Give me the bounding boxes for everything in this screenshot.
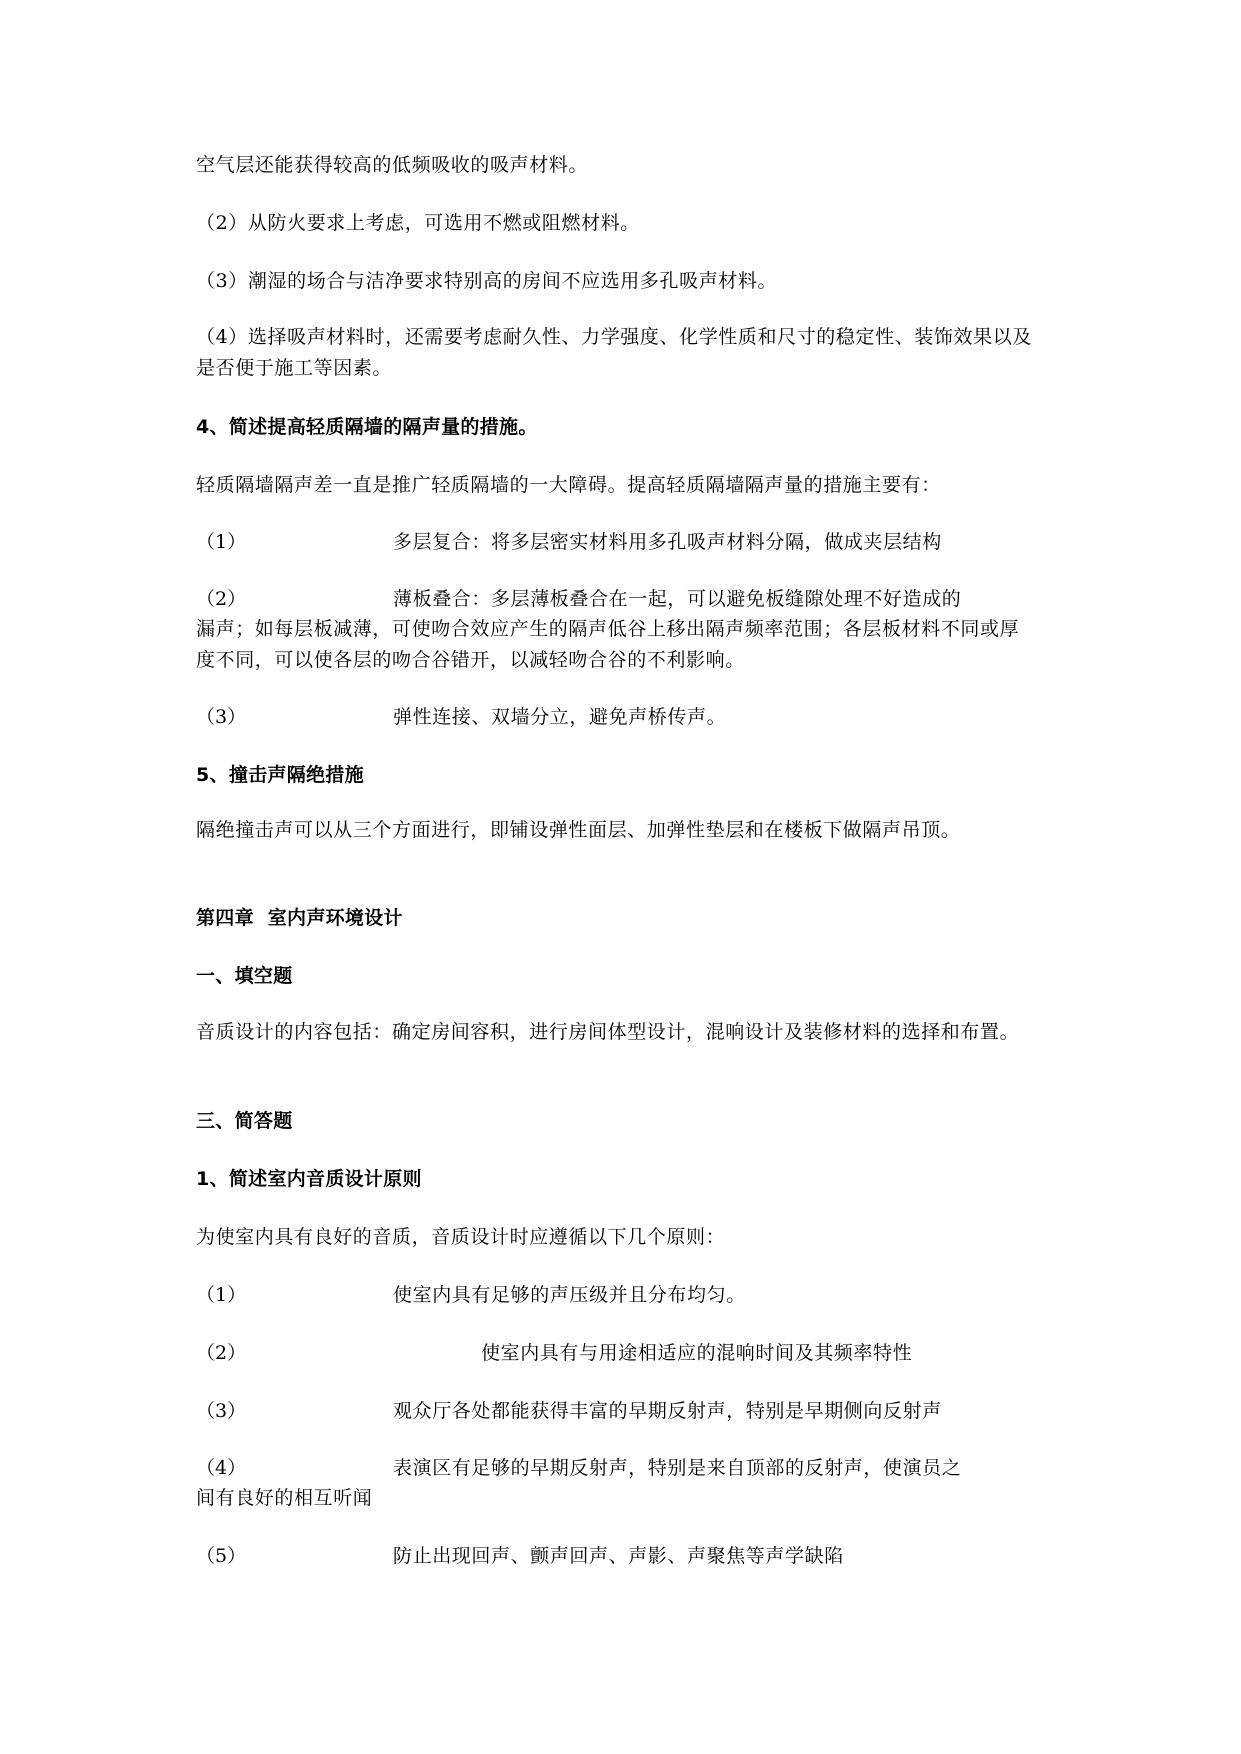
list-number: （1） bbox=[196, 1284, 247, 1306]
list-item-text: 弹性连接、双墙分立，避免声桥传声。 bbox=[393, 706, 727, 728]
list-number: （5） bbox=[196, 1545, 247, 1567]
chapter-heading: 第四章 室内声环境设计 bbox=[196, 907, 403, 929]
list-number: （2） bbox=[196, 588, 247, 610]
list-item-text: 使室内具有与用途相适应的混响时间及其频率特性 bbox=[481, 1342, 913, 1364]
list-number: （1） bbox=[196, 531, 247, 553]
list-item-humid: （3）潮湿的场合与洁净要求特别高的房间不应选用多孔吸声材料。 bbox=[196, 270, 778, 292]
paragraph-acoustic-design: 音质设计的内容包括：确定房间容积，进行房间体型设计，混响设计及装修材料的选择和布置。 bbox=[196, 1021, 1020, 1043]
question-heading-5: 5、撞击声隔绝措施 bbox=[196, 764, 364, 786]
list-item-text: 多层复合：将多层密实材料用多孔吸声材料分隔，做成夹层结构 bbox=[393, 531, 942, 553]
list-item-text: 薄板叠合：多层薄板叠合在一起，可以避免板缝隙处理不好造成的 bbox=[393, 588, 962, 610]
list-number: （4） bbox=[196, 1457, 247, 1479]
list-item-durability: （4）选择吸声材料时，还需要考虑耐久性、力学强度、化学性质和尺寸的稳定性、装饰效果以及是否便于施工等因素。 bbox=[196, 326, 1032, 379]
section-heading-short-answer: 三、简答题 bbox=[196, 1110, 293, 1132]
list-item-continuation: 漏声；如每层板减薄，可使吻合效应产生的隔声低谷上移出隔声频率范围；各层板材料不同或厚度不同，可以使各层的吻合谷错开，以减轻吻合谷的不利影响。 bbox=[196, 618, 1020, 671]
list-number: （2） bbox=[196, 1342, 247, 1364]
paragraph-partition-intro: 轻质隔墙隔声差一直是推广轻质隔墙的一大障碍。提高轻质隔墙隔声量的措施主要有： bbox=[196, 474, 941, 496]
paragraph-principles-intro: 为使室内具有良好的音质，音质设计时应遵循以下几个原则： bbox=[196, 1226, 726, 1248]
list-item-text: 防止出现回声、颤声回声、声影、声聚焦等声学缺陷 bbox=[393, 1545, 844, 1567]
list-item-text: 表演区有足够的早期反射声，特别是来自顶部的反射声，使演员之 bbox=[393, 1457, 962, 1479]
list-number: （3） bbox=[196, 1400, 247, 1422]
list-item-text: 使室内具有足够的声压级并且分布均匀。 bbox=[393, 1284, 746, 1306]
list-item-continuation: 间有良好的相互听闻 bbox=[196, 1487, 373, 1509]
paragraph-impact-sound: 隔绝撞击声可以从三个方面进行，即铺设弹性面层、加弹性垫层和在楼板下做隔声吊顶。 bbox=[196, 819, 961, 841]
question-heading-1: 1、简述室内音质设计原则 bbox=[196, 1168, 422, 1190]
question-heading-4: 4、简述提高轻质隔墙的隔声量的措施。 bbox=[196, 416, 538, 438]
list-number: （3） bbox=[196, 706, 247, 728]
paragraph-continuation: 空气层还能获得较高的低频吸收的吸声材料。 bbox=[196, 154, 589, 176]
section-heading-fill-blank: 一、填空题 bbox=[196, 965, 293, 987]
list-item-text: 观众厅各处都能获得丰富的早期反射声，特别是早期侧向反射声 bbox=[393, 1400, 942, 1422]
list-item-fireproof: （2）从防火要求上考虑，可选用不燃或阻燃材料。 bbox=[196, 212, 640, 234]
